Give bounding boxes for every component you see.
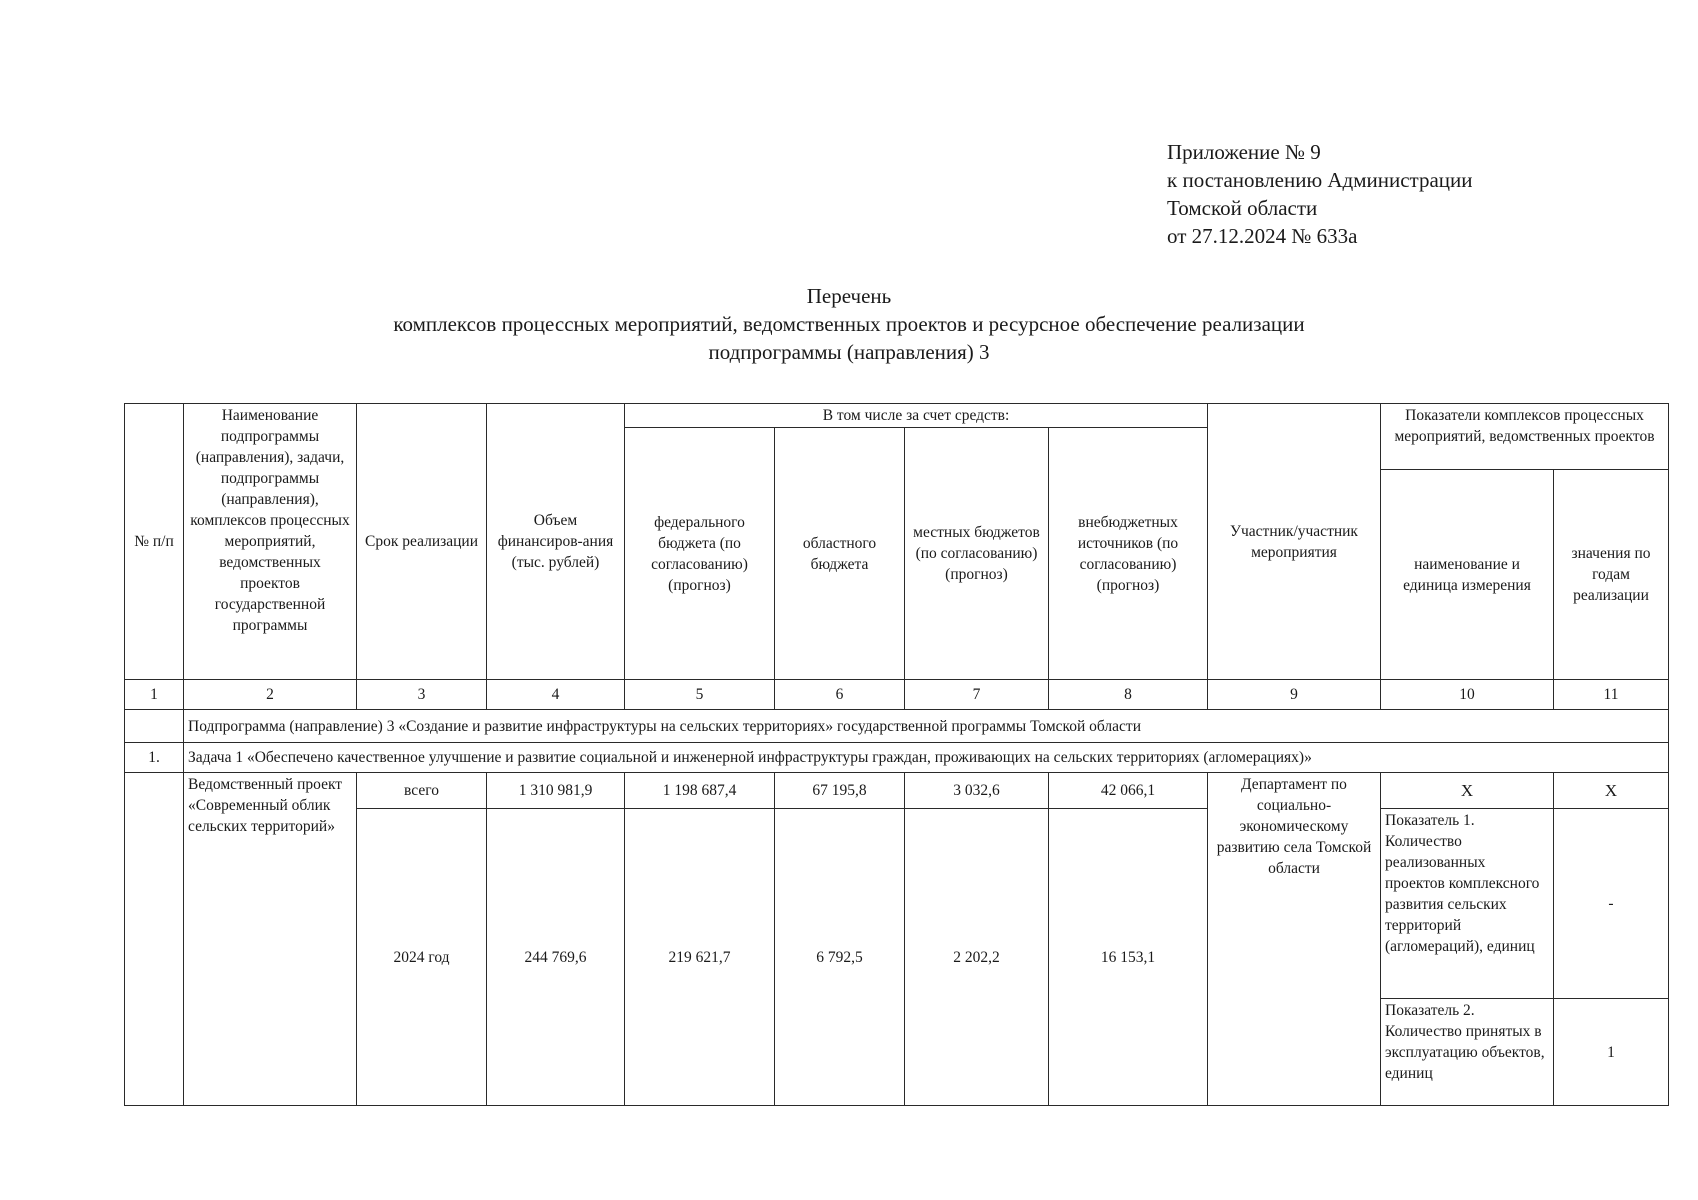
local-2024: 2 202,2: [905, 809, 1049, 1106]
project-name: Ведомственный проект «Современный облик сельских территорий»: [184, 773, 357, 1106]
project-num-cell: [125, 773, 184, 1106]
column-number: 1: [125, 680, 184, 710]
term-total: всего: [357, 773, 487, 809]
subprogram-num-cell: [125, 710, 184, 743]
federal-2024: 219 621,7: [625, 809, 775, 1106]
appendix-reference: [1167, 138, 1473, 250]
header-federal: федерального бюджета (по согласованию) (прогноз): [625, 428, 775, 680]
header-name: Наименование подпрограммы (направления), задачи, подпрограммы (направления), комплексов процессных мероприятий, ведомственных проектов государственной программы: [184, 404, 357, 680]
appendix-line-1: Приложение № 9: [1167, 140, 1321, 164]
indicator-1-value: -: [1554, 809, 1669, 999]
extra-total: 42 066,1: [1049, 773, 1208, 809]
appendix-line-2: к постановлению Администрации: [1167, 168, 1473, 192]
task-row: [125, 743, 1669, 773]
title-line-2: комплексов процессных мероприятий, ведомственных проектов и ресурсное обеспечение реализации: [393, 312, 1305, 336]
local-total: 3 032,6: [905, 773, 1049, 809]
volume-2024: 244 769,6: [487, 809, 625, 1106]
document-title: [0, 282, 1698, 366]
header-participant: Участник/участник мероприятия: [1208, 404, 1381, 680]
header-indicator-values: значения по годам реализации: [1554, 470, 1669, 680]
indicator-1-name: Показатель 1. Количество реализованных проектов комплексного развития сельских территорий (агломераций), единиц: [1381, 809, 1554, 999]
header-indicator-name: наименование и единица измерения: [1381, 470, 1554, 680]
column-number: 2: [184, 680, 357, 710]
extra-2024: 16 153,1: [1049, 809, 1208, 1106]
column-number: 3: [357, 680, 487, 710]
subprogram-row: [125, 710, 1669, 743]
header-regional: областного бюджета: [775, 428, 905, 680]
column-number: 11: [1554, 680, 1669, 710]
column-number: 5: [625, 680, 775, 710]
regional-2024: 6 792,5: [775, 809, 905, 1106]
header-local: местных бюджетов (по согласованию) (прогноз): [905, 428, 1049, 680]
project-total-row: [125, 773, 1669, 809]
title-line-3: подпрограммы (направления) 3: [708, 340, 990, 364]
header-row-1: [125, 404, 1669, 428]
project-2024-row: [125, 809, 1669, 999]
indicator-2-name: Показатель 2. Количество принятых в эксплуатацию объектов, единиц: [1381, 999, 1554, 1106]
column-number: 9: [1208, 680, 1381, 710]
resource-table: [124, 403, 1669, 1106]
column-number: 10: [1381, 680, 1554, 710]
participant: Департамент по социально-экономическому развитию села Томской области: [1208, 773, 1381, 1106]
column-number: 6: [775, 680, 905, 710]
regional-total: 67 195,8: [775, 773, 905, 809]
column-number: 7: [905, 680, 1049, 710]
header-term: Срок реализации: [357, 404, 487, 680]
task-num: 1.: [125, 743, 184, 773]
indicator-2-value: 1: [1554, 999, 1669, 1106]
header-extra: внебюджетных источников (по согласованию) (прогноз): [1049, 428, 1208, 680]
column-number: 8: [1049, 680, 1208, 710]
indicator-name-total: Х: [1381, 773, 1554, 809]
header-indicators: Показатели комплексов процессных мероприятий, ведомственных проектов: [1381, 404, 1669, 470]
header-including: В том числе за счет средств:: [625, 404, 1208, 428]
volume-total: 1 310 981,9: [487, 773, 625, 809]
header-num: № п/п: [125, 404, 184, 680]
appendix-line-4: от 27.12.2024 № 633а: [1167, 224, 1358, 248]
column-number: 4: [487, 680, 625, 710]
appendix-line-3: Томской области: [1167, 196, 1318, 220]
federal-total: 1 198 687,4: [625, 773, 775, 809]
column-numbers-row: [125, 680, 1669, 710]
subprogram-title: Подпрограмма (направление) 3 «Создание и развитие инфраструктуры на сельских территориях» государственной программы Томской области: [184, 710, 1669, 743]
header-volume: Объем финансиров-ания (тыс. рублей): [487, 404, 625, 680]
indicator-value-total: Х: [1554, 773, 1669, 809]
title-line-1: Перечень: [806, 284, 892, 308]
task-title: Задача 1 «Обеспечено качественное улучшение и развитие социальной и инженерной инфраструктуры граждан, проживающих на сельских территориях (агломерациях)»: [184, 743, 1669, 773]
term-2024: 2024 год: [357, 809, 487, 1106]
